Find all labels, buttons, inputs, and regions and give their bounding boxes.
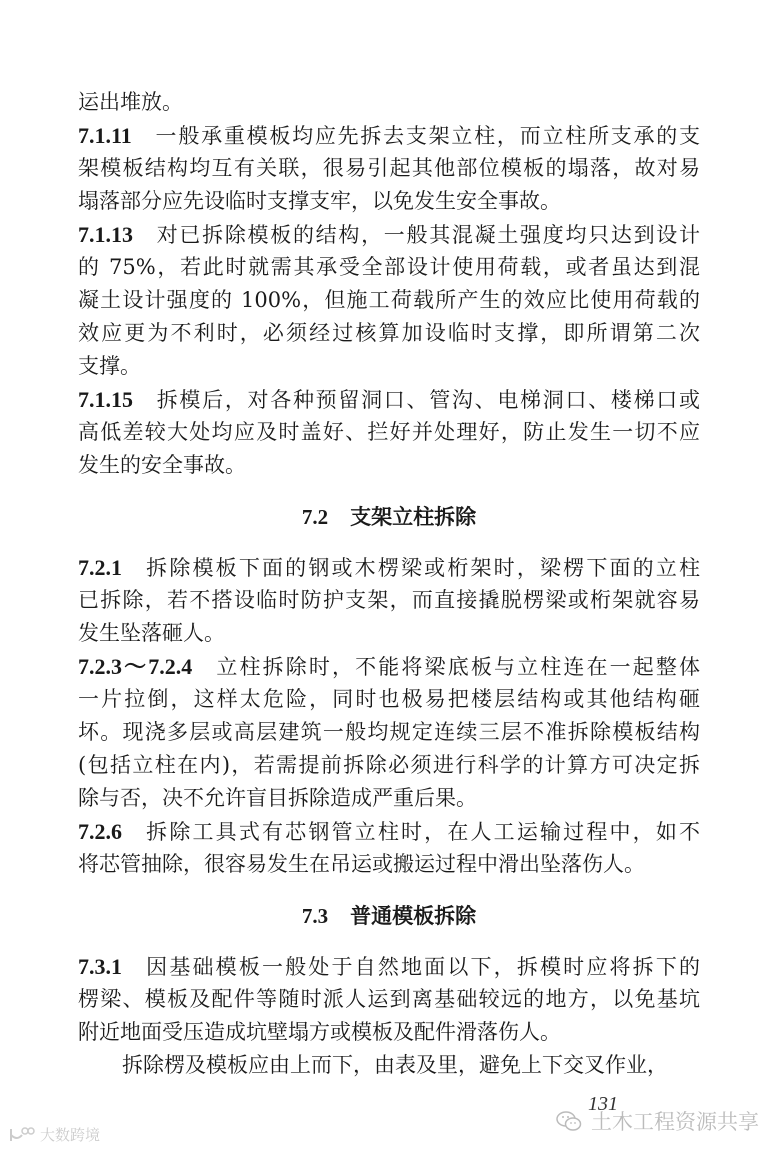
brand-logo-icon (8, 1126, 36, 1144)
line-text: 除与否，决不允许盲目拆除造成严重后果。 (78, 786, 477, 810)
text-line (78, 1016, 700, 1049)
clause-paragraph (78, 950, 700, 1049)
wechat-icon (555, 1110, 583, 1132)
clause-number: 7.2.6 (78, 819, 122, 844)
clause-paragraph (78, 815, 700, 881)
section-heading (78, 899, 700, 932)
clause-number: 7.1.11 (78, 123, 132, 148)
line-text: 运出堆放。 (78, 90, 183, 114)
text-line (78, 815, 700, 848)
text-line (78, 152, 700, 185)
text-line (78, 617, 700, 650)
line-text: 效应更为不利时，必须经过核算加设临时支撑，即所谓第二次 (78, 321, 700, 345)
clause-number: 7.1.13 (78, 222, 133, 247)
line-text: 一片拉倒，这样太危险，同时也极易把楼层结构或其他结构砸 (78, 687, 700, 711)
clause-paragraph (78, 119, 700, 218)
line-text: 发生坠落砸人。 (78, 621, 225, 645)
text-line (78, 716, 700, 749)
text-line (78, 650, 700, 683)
line-text: 将芯管抽除，很容易发生在吊运或搬运过程中滑出坠落伤人。 (78, 852, 645, 876)
wechat-watermark (555, 1106, 759, 1136)
text-line (78, 86, 700, 119)
text-line (78, 584, 700, 617)
brand-watermark (8, 1124, 100, 1145)
line-text: 的 75%，若此时就需其承受全部设计使用荷载，或者虽达到混 (78, 255, 700, 279)
line-text: 拆模后，对各种预留洞口、管沟、电梯洞口、楼梯口或 (155, 388, 700, 412)
text-line (78, 284, 700, 317)
section-title: 普通模板拆除 (350, 903, 477, 928)
line-text: 凝土设计强度的 100%，但施工荷载所产生的效应比使用荷载的 (78, 288, 700, 312)
clause-number: 7.1.15 (78, 387, 133, 412)
section-number: 7.2 (301, 505, 329, 529)
text-line (78, 317, 700, 350)
text-line (78, 185, 700, 218)
line-text: 架模板结构均互有关联，很易引起其他部位模板的塌落，故对易 (78, 156, 700, 180)
line-text: 支撑。 (78, 354, 141, 378)
text-line (78, 416, 700, 449)
line-text: 附近地面受压造成坑壁塌方或模板及配件滑落伤人。 (78, 1020, 561, 1044)
clause-paragraph (78, 551, 700, 650)
line-text: 高低差较大处均应及时盖好、拦好并处理好，防止发生一切不应 (78, 420, 700, 444)
clause-paragraph (78, 1049, 700, 1082)
clause-number: 7.2.3～7.2.4 (78, 654, 193, 679)
text-line (78, 749, 700, 782)
line-text: 因基础模板一般处于自然地面以下，拆模时应将拆下的 (144, 955, 700, 979)
text-line (78, 983, 700, 1016)
text-line (78, 551, 700, 584)
text-line (78, 782, 700, 815)
clause-number: 7.2.1 (78, 555, 122, 580)
text-line (78, 683, 700, 716)
clause-paragraph (78, 218, 700, 383)
line-text: 发生的安全事故。 (78, 453, 246, 477)
line-text: 立柱拆除时，不能将梁底板与立柱连在一起整体 (214, 655, 700, 679)
line-text: 已拆除，若不搭设临时防护支架，而直接撬脱楞梁或桁架就容易 (78, 588, 700, 612)
clause-paragraph (78, 86, 700, 119)
section-title: 支架立柱拆除 (350, 504, 477, 529)
page-number: 131 (588, 1093, 618, 1115)
line-text: 对已拆除模板的结构，一般其混凝土强度均只达到设计 (155, 223, 700, 247)
section-number: 7.3 (301, 904, 329, 928)
watermark-text: 土木工程资源共享 (591, 1110, 759, 1134)
line-text: 拆除楞及模板应由上而下，由表及里，避免上下交叉作业， (122, 1053, 668, 1077)
clause-paragraph (78, 383, 700, 482)
text-line (78, 251, 700, 284)
clause-paragraph (78, 650, 700, 815)
line-text: 拆除工具式有芯钢管立柱时，在人工运输过程中，如不 (144, 820, 700, 844)
text-line (78, 119, 700, 152)
text-line (78, 383, 700, 416)
text-line (78, 950, 700, 983)
document-body (78, 86, 700, 1082)
section-heading (78, 500, 700, 533)
text-line (78, 350, 700, 383)
text-line (78, 218, 700, 251)
clause-number: 7.3.1 (78, 954, 122, 979)
line-text: 楞梁、模板及配件等随时派人运到离基础较远的地方，以免基坑 (78, 987, 700, 1011)
line-text: 拆除模板下面的钢或木楞梁或桁架时，梁楞下面的立柱 (144, 556, 700, 580)
text-line (78, 1049, 700, 1082)
text-line (78, 848, 700, 881)
line-text: 一般承重模板均应先拆去支架立柱，而立柱所支承的支 (153, 124, 700, 148)
text-line (78, 449, 700, 482)
line-text: 坏。现浇多层或高层建筑一般均规定连续三层不准拆除模板结构 (78, 720, 700, 744)
line-text: 塌落部分应先设临时支撑支牢，以免发生安全事故。 (78, 189, 561, 213)
brand-watermark-text: 大数跨境 (40, 1126, 101, 1144)
line-text: (包括立柱在内)，若需提前拆除必须进行科学的计算方可决定拆 (78, 753, 700, 777)
